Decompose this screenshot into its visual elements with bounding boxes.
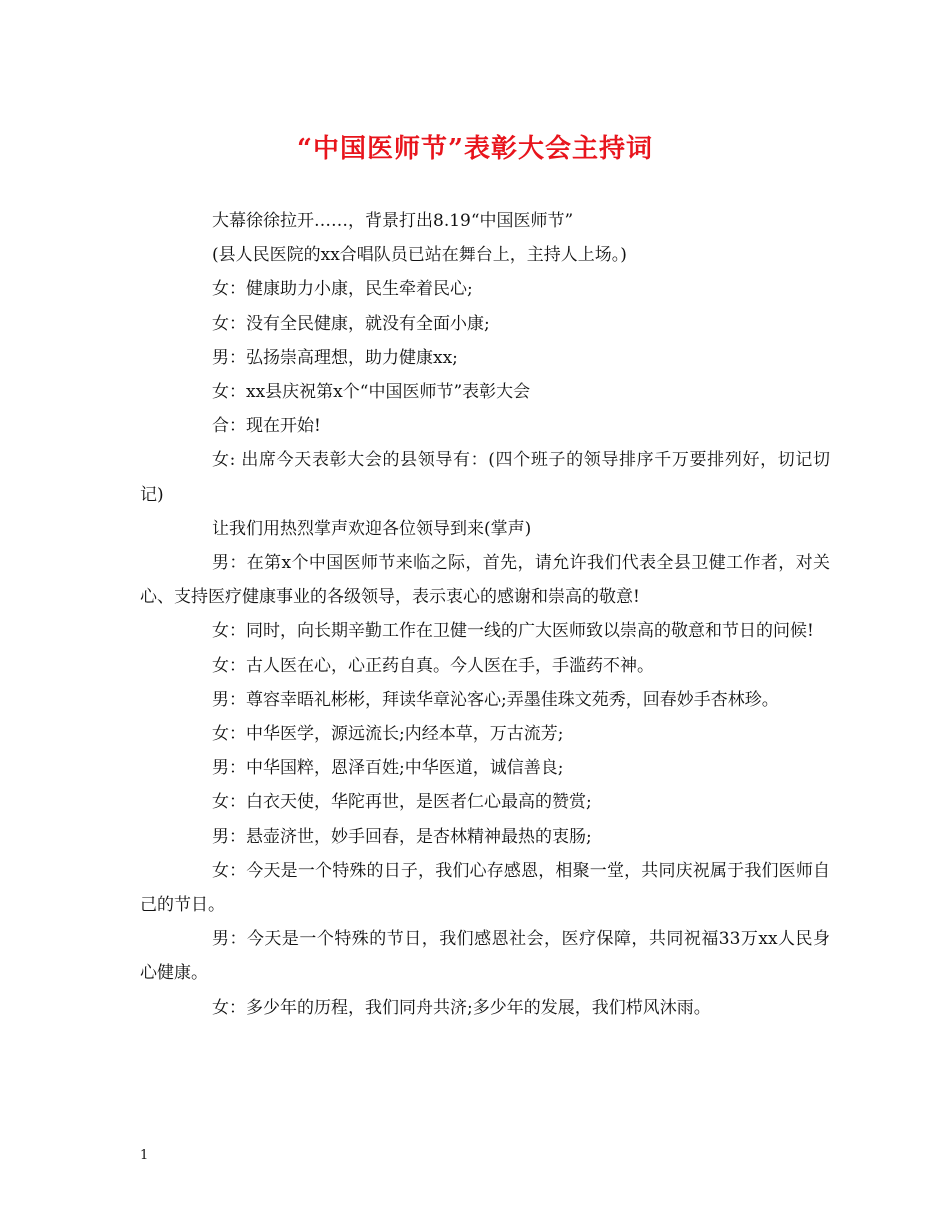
paragraph: 女：古人医在心，心正药自真。今人医在手，手滥药不神。 xyxy=(212,655,654,676)
paragraph: 男：悬壶济世，妙手回春，是杏林精神最热的衷肠; xyxy=(212,826,592,847)
page-number: 1 xyxy=(140,1148,149,1163)
paragraph: 让我们用热烈掌声欢迎各位领导到来(掌声) xyxy=(212,518,532,539)
paragraph: 男：中华国粹，恩泽百姓;中华医道，诚信善良; xyxy=(212,758,564,779)
paragraph: 大幕徐徐拉开……，背景打出8.19“中国医师节” xyxy=(212,211,574,231)
paragraph: 女：中华医学，源远流长;内经本草，万古流芳; xyxy=(212,724,564,745)
paragraph: 女：同时，向长期辛勤工作在卫健一线的广大医师致以崇高的敬意和节日的问候! xyxy=(212,621,814,642)
paragraph: 女：没有全民健康，就没有全面小康; xyxy=(212,313,490,334)
paragraph: (县人民医院的xx合唱队员已站在舞台上，主持人上场。) xyxy=(212,245,627,266)
document-body xyxy=(140,204,830,1025)
paragraph: 男：尊容幸晤礼彬彬，拜读华章沁客心;弄墨佳珠文苑秀，回春妙手杏林珍。 xyxy=(212,689,779,710)
paragraph: 男：弘扬崇高理想，助力健康xx; xyxy=(212,347,458,368)
paragraph: 女: 出席今天表彰大会的县领导有：(四个班子的领导排序千万要排列好，切记切记) xyxy=(140,450,830,505)
document-title: “中国医师节”表彰大会主持词 xyxy=(297,134,653,164)
paragraph: 女：多少年的历程，我们同舟共济;多少年的发展，我们栉风沐雨。 xyxy=(212,997,711,1018)
paragraph: 女：xx县庆祝第x个“中国医师节”表彰大会 xyxy=(212,382,531,403)
paragraph: 女：白衣天使，华陀再世，是医者仁心最高的赞赏; xyxy=(212,792,592,813)
paragraph: 合：现在开始! xyxy=(212,416,321,437)
paragraph: 男：在第x个中国医师节来临之际，首先，请允许我们代表全县卫健工作者，对关心、支持医疗健康事业的各级领导，表示衷心的感谢和崇高的敬意! xyxy=(140,553,830,608)
paragraph: 女：今天是一个特殊的日子，我们心存感恩，相聚一堂，共同庆祝属于我们医师自己的节日。 xyxy=(140,860,830,916)
paragraph: 女：健康助力小康，民生牵着民心; xyxy=(212,279,473,300)
paragraph: 男：今天是一个特殊的节日，我们感恩社会，医疗保障，共同祝福33万xx人民身心健康。 xyxy=(140,929,830,984)
